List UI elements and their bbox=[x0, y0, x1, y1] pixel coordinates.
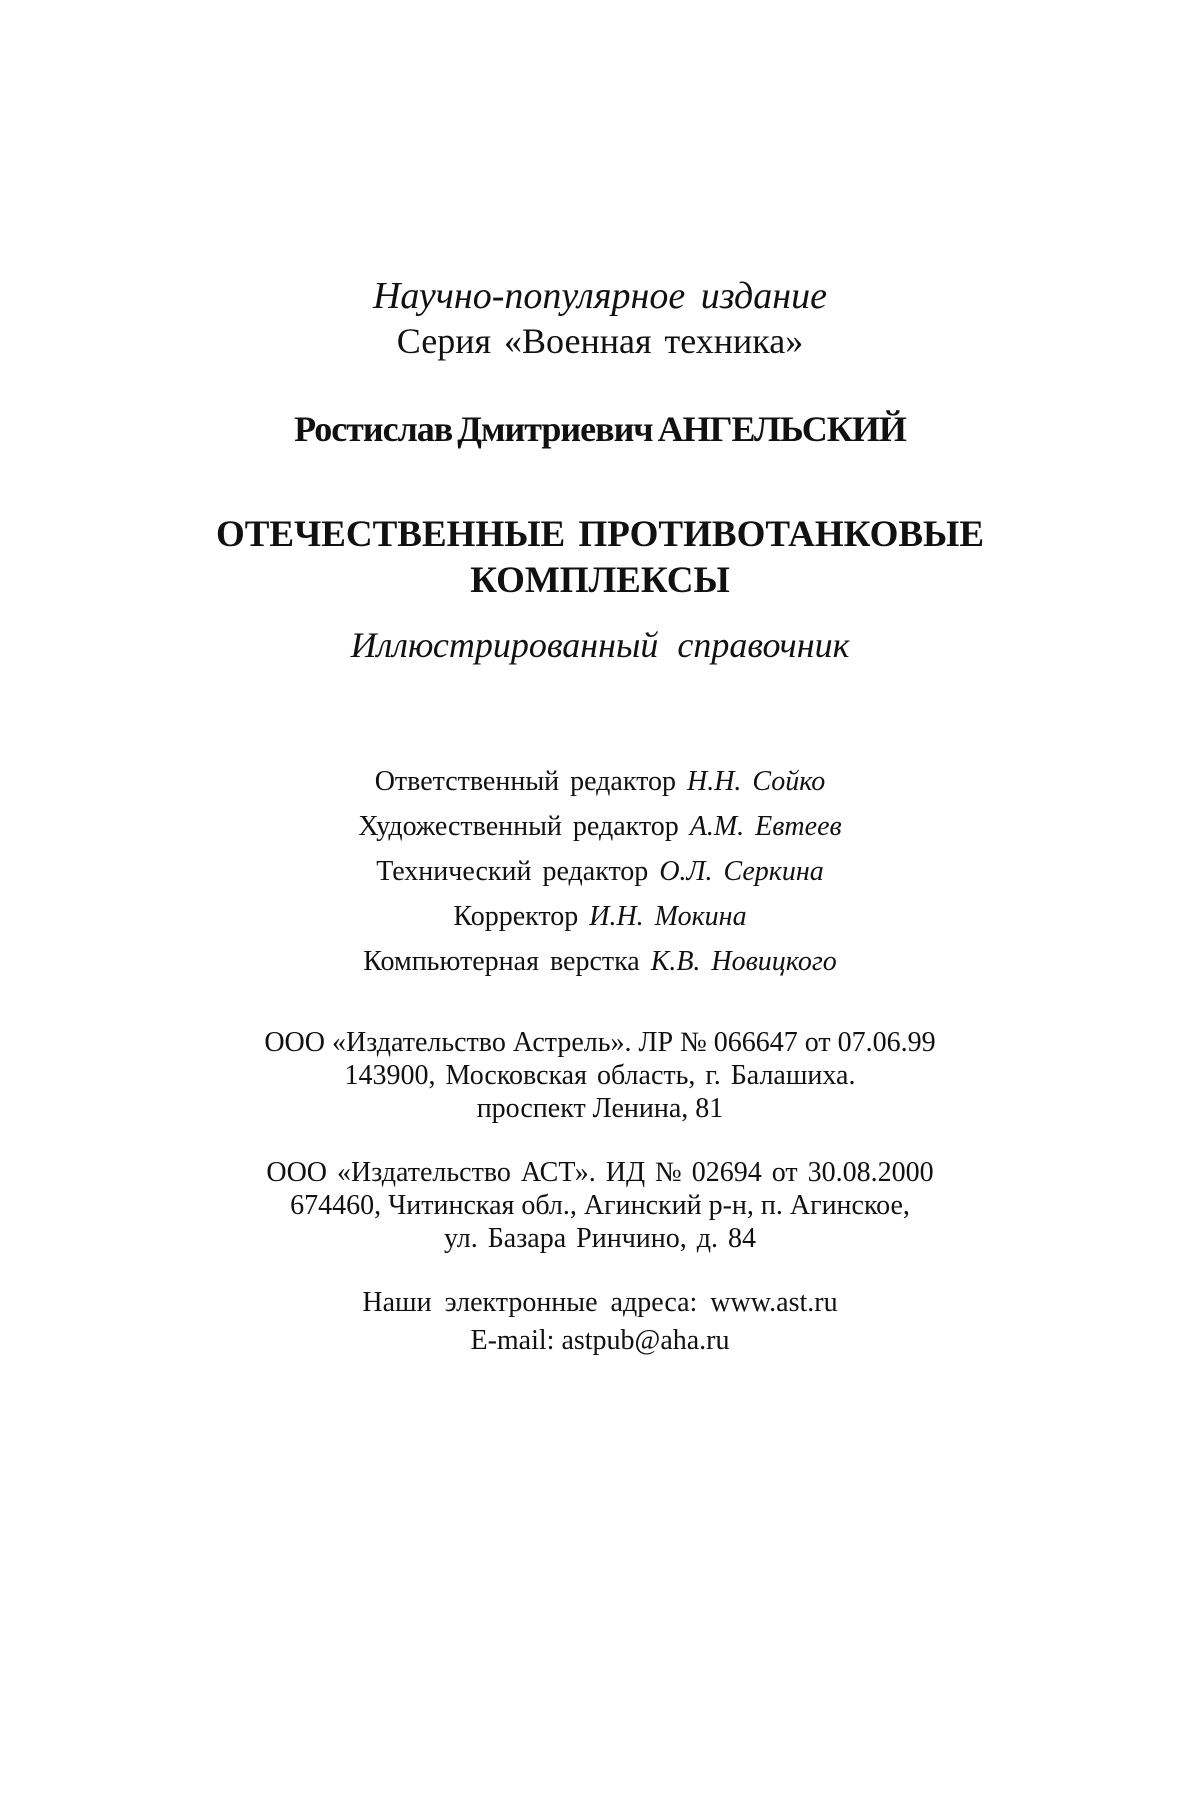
credit-role: Компьютерная верстка bbox=[363, 946, 640, 977]
book-title-line-1: ОТЕЧЕСТВЕННЫЕ ПРОТИВОТАНКОВЫЕ bbox=[215, 514, 985, 555]
publication-type: Научно-популярное издание bbox=[372, 275, 827, 317]
credit-name: О.Л. Серкина bbox=[659, 856, 824, 887]
publisher-astrel-address-1: 143900, Московская область, г. Балашиха. bbox=[344, 1060, 856, 1091]
credit-role: Корректор bbox=[453, 901, 579, 932]
publisher-astrel-license: ООО «Издательство Астрель». ЛР № 066647 от 07.06.99 bbox=[264, 1027, 936, 1058]
book-title-line-2: КОМПЛЕКСЫ bbox=[470, 560, 730, 601]
publisher-ast-address-1: 674460, Читинская обл., Агинский р-н, п. Агинское, bbox=[290, 1190, 910, 1221]
credit-role: Технический редактор bbox=[376, 856, 649, 887]
credit-name: К.В. Новицкого bbox=[650, 946, 837, 977]
credit-name: И.Н. Мокина bbox=[589, 901, 747, 932]
credit-line-technical-editor bbox=[0, 857, 1200, 888]
series-name: Серия «Военная техника» bbox=[396, 321, 804, 361]
email-line: E-mail: astpub@aha.ru bbox=[470, 1325, 730, 1356]
credit-name: Н.Н. Сойко bbox=[686, 766, 826, 797]
publisher-ast-address-2: ул. Базара Ринчино, д. 84 bbox=[443, 1223, 756, 1254]
credit-role: Ответственный редактор bbox=[374, 766, 676, 797]
credit-line-executive-editor bbox=[0, 767, 1200, 798]
credit-name: А.М. Евтеев bbox=[689, 811, 842, 842]
credit-line-art-editor bbox=[0, 812, 1200, 843]
book-subtitle: Иллюстрированный справочник bbox=[350, 625, 850, 665]
publisher-ast-license: ООО «Издательство АСТ». ИД № 02694 от 30.08.2000 bbox=[266, 1157, 934, 1188]
credit-line-proofreader bbox=[0, 902, 1200, 933]
credit-line-layout bbox=[0, 947, 1200, 978]
website-line: Наши электронные адреса: www.ast.ru bbox=[362, 1287, 838, 1318]
credit-role: Художественный редактор bbox=[358, 811, 679, 842]
author-name: Ростислав Дмитриевич АНГЕЛЬСКИЙ bbox=[294, 409, 906, 449]
publisher-astrel-address-2: проспект Ленина, 81 bbox=[476, 1093, 724, 1124]
